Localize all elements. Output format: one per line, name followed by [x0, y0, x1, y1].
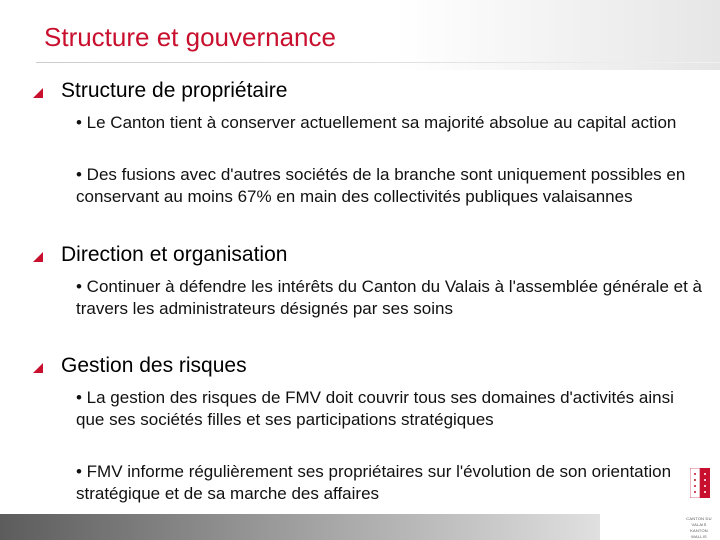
- bullet-text: • La gestion des risques de FMV doit couvrir tous ses domaines d'activités ainsi que ses sociétés filles et ses participations stratégiques: [76, 388, 674, 429]
- title-divider: [36, 62, 720, 63]
- triangle-bullet-icon: [33, 88, 43, 98]
- triangle-bullet-icon: [33, 363, 43, 373]
- bullet-text: • FMV informe régulièrement ses propriétaires sur l'évolution de son orientation stratégique et de sa marche des affaires: [76, 462, 672, 503]
- valais-flag-icon: [690, 468, 710, 498]
- bullet-text: • Des fusions avec d'autres sociétés de la branche sont uniquement possibles en conservant au moins 67% en main des collectivités publiques valaisannes: [76, 165, 686, 206]
- logo-text: CANTON DU VALAIS KANTON WALLIS: [686, 516, 712, 539]
- section-heading: Direction et organisation: [61, 243, 288, 266]
- footer-band: [0, 514, 600, 540]
- slide-title: Structure et gouvernance: [44, 22, 336, 52]
- bullet-text: • Continuer à défendre les intérêts du Canton du Valais à l'assemblée générale et à travers les administrateurs désignés par ses soins: [76, 277, 702, 318]
- canton-logo: [682, 468, 716, 539]
- section-heading: Gestion des risques: [61, 354, 247, 377]
- bullet-text: • Le Canton tient à conserver actuellement sa majorité absolue au capital action: [76, 113, 677, 132]
- triangle-bullet-icon: [33, 252, 43, 262]
- section-heading: Structure de propriétaire: [61, 79, 288, 102]
